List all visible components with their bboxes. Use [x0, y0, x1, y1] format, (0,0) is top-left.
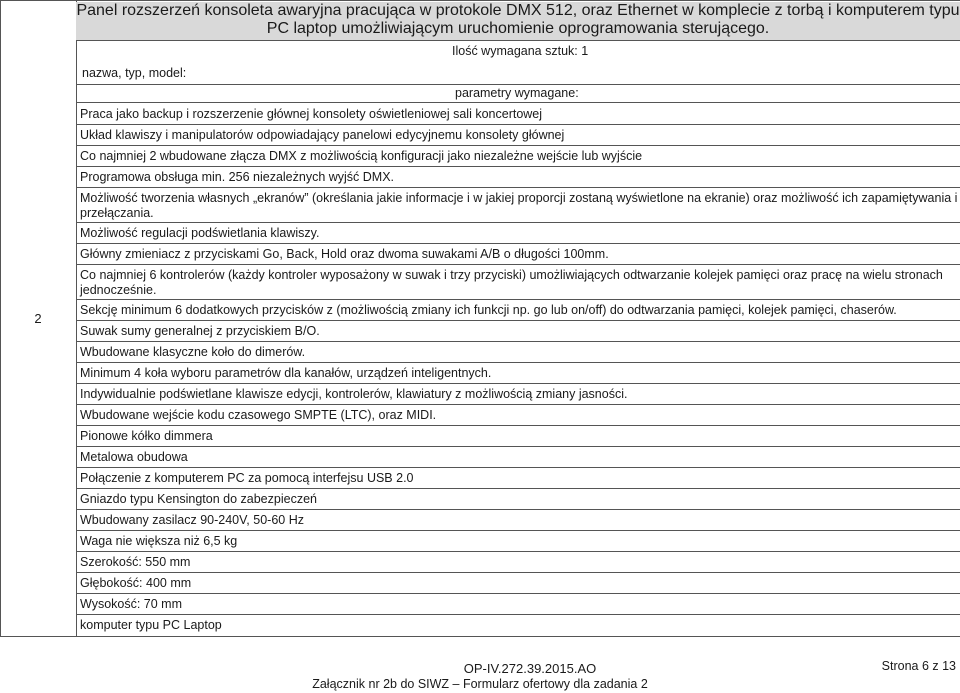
requirement-item: Indywidualnie podświetlane klawisze edycji, kontrolerów, klawiatury z możliwością zmiany jasności. [80, 387, 628, 401]
requirement-item: Wysokość: 70 mm [80, 597, 182, 611]
row-rule [76, 551, 960, 552]
row-number: 2 [34, 310, 42, 326]
requirement-item: Metalowa obudowa [80, 450, 188, 464]
row-rule [76, 145, 960, 146]
row-rule [76, 222, 960, 223]
page-number: Strona 6 z 13 [881, 659, 956, 673]
requirement-item: Programowa obsługa min. 256 niezależnych wyjść DMX. [80, 170, 395, 184]
row-rule [76, 362, 960, 363]
row-rule [76, 299, 960, 300]
requirement-item: Wbudowany zasilacz 90-240V, 50-60 Hz [80, 513, 304, 527]
requirement-item: Wbudowane klasyczne koło do dimerów. [80, 345, 306, 359]
requirement-item: Waga nie większa niż 6,5 kg [80, 534, 238, 548]
requirement-item: Suwak sumy generalnej z przyciskiem B/O. [80, 324, 320, 338]
table-column-divider [76, 0, 77, 636]
row-rule [76, 530, 960, 531]
row-rule [76, 572, 960, 573]
row-rule [76, 614, 960, 615]
requirement-item: Gniazdo typu Kensington do zabezpieczeń [80, 492, 317, 506]
row-rule [76, 40, 960, 41]
requirement-item: Głębokość: 400 mm [80, 576, 192, 590]
row-rule [76, 320, 960, 321]
row-rule [76, 187, 960, 188]
document-reference-code: OP-IV.272.39.2015.AO [463, 661, 597, 676]
row-rule [76, 488, 960, 489]
parameters-label: parametry wymagane: [455, 86, 579, 100]
table-border-top [0, 0, 960, 1]
requirement-item: Praca jako backup i rozszerzenie głównej konsolety oświetleniowej sali koncertowej [80, 107, 543, 121]
row-rule [76, 467, 960, 468]
row-rule [76, 404, 960, 405]
row-rule [76, 341, 960, 342]
quantity-label: Ilość wymagana sztuk: 1 [452, 44, 589, 58]
table-border-bottom [0, 636, 960, 637]
row-rule [76, 166, 960, 167]
row-rule [76, 383, 960, 384]
requirement-item: Minimum 4 koła wyboru parametrów dla kanałów, urządzeń inteligentnych. [80, 366, 492, 380]
row-rule [76, 593, 960, 594]
requirement-item: Szerokość: 550 mm [80, 555, 191, 569]
row-rule [76, 84, 960, 85]
row-rule [76, 243, 960, 244]
requirement-item: Możliwość tworzenia własnych „ekranów” (określania jakie informacje i w jakiej proporcji zostaną wyświetlone na ekranie) oraz możliwość ich zapamiętywania i przełączania. [80, 191, 958, 220]
attachment-caption: Załącznik nr 2b do SIWZ – Formularz ofertowy dla zadania 2 [312, 677, 648, 691]
row-rule [76, 102, 960, 103]
requirement-item: Sekcję minimum 6 dodatkowych przycisków z (możliwością zmiany ich funkcji np. go lub on/off) do odtwarzania pamięci, kolejek pamięci, chaserów. [80, 303, 897, 317]
requirement-item: Połączenie z komputerem PC za pomocą interfejsu USB 2.0 [80, 471, 414, 485]
model-label: nazwa, typ, model: [82, 66, 187, 80]
requirement-item: Co najmniej 2 wbudowane złącza DMX z możliwością konfiguracji jako niezależne wejście lub wyjście [80, 149, 643, 163]
row-rule [76, 124, 960, 125]
requirement-item: Główny zmieniacz z przyciskami Go, Back, Hold oraz dwoma suwakami A/B o długości 100mm. [80, 247, 609, 261]
requirement-item: Układ klawiszy i manipulatorów odpowiadający panelowi edycyjnemu konsolety głównej [80, 128, 565, 142]
requirement-item: Możliwość regulacji podświetlania klawiszy. [80, 226, 320, 240]
requirement-item: Co najmniej 6 kontrolerów (każdy kontroler wyposażony w suwak i trzy przyciski) umożliwiających odtwarzanie kolejek pamięci oraz pracę na wielu stronach jednocześnie. [80, 268, 943, 297]
requirement-item: Pionowe kółko dimmera [80, 429, 213, 443]
row-rule [76, 446, 960, 447]
row-rule [76, 264, 960, 265]
item-title: Panel rozszerzeń konsoleta awaryjna pracująca w protokole DMX 512, oraz Ethernet w komplecie z torbą i komputerem typu PC laptop umożliwiającym uruchomienie oprogramowania sterującego. [76, 2, 960, 40]
requirement-item: komputer typu PC Laptop [80, 618, 222, 632]
row-rule [76, 509, 960, 510]
row-rule [76, 425, 960, 426]
requirement-item: Wbudowane wejście kodu czasowego SMPTE (LTC), oraz MIDI. [80, 408, 437, 422]
